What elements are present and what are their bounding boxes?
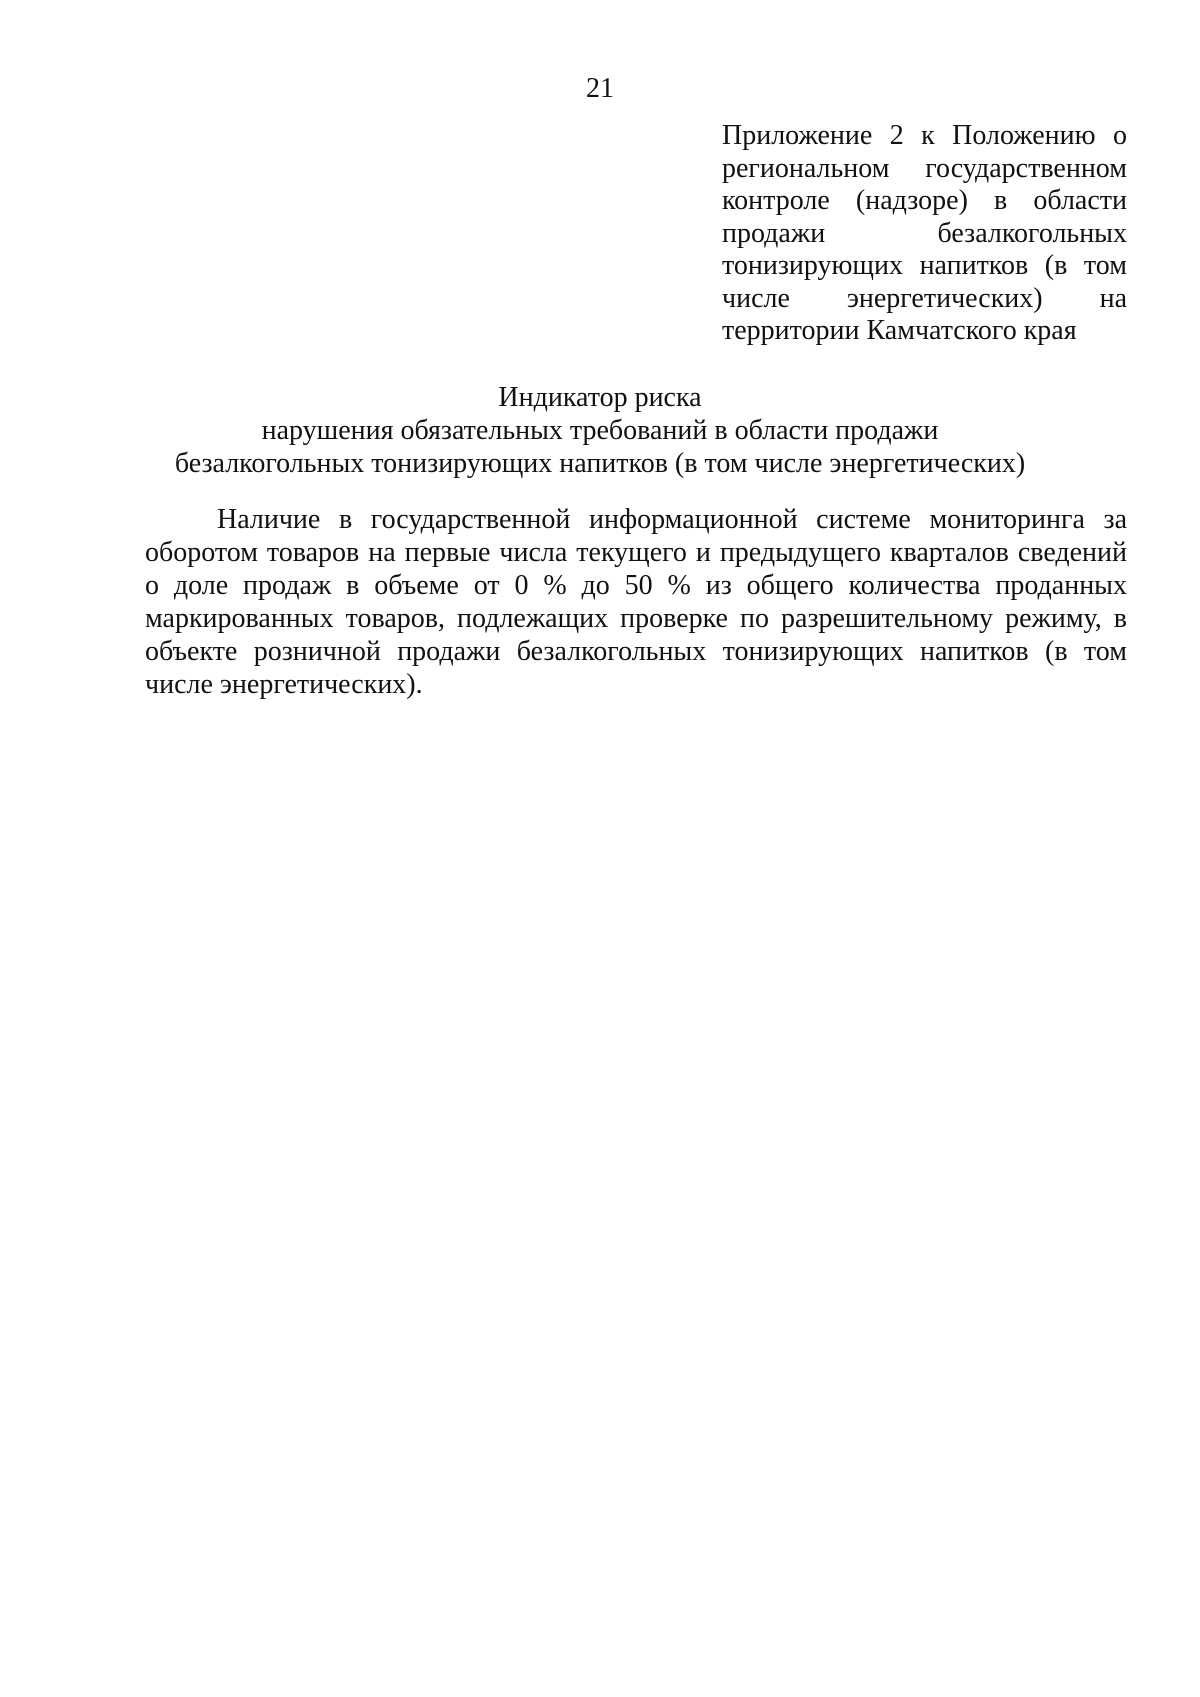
appendix-note-line: числе энергетических) на: [722, 282, 1127, 314]
body-line: о доле продаж в объеме от 0 % до 50 % из общего количества проданных: [145, 570, 1127, 601]
page-number: 21: [586, 73, 614, 104]
appendix-note-line: тонизирующих напитков (в том: [722, 250, 1127, 281]
body-line: оборотом товаров на первые числа текущего и предыдущего кварталов сведений: [145, 537, 1127, 568]
body-line: маркированных товаров, подлежащих проверке по разрешительному режиму, в: [145, 603, 1127, 634]
body-line: объекте розничной продажи безалкогольных тонизирующих напитков (в том: [145, 636, 1127, 667]
body-line: числе энергетических).: [145, 669, 423, 700]
heading-subtitle-line: безалкогольных тонизирующих напитков (в том числе энергетических): [174, 448, 1026, 479]
document-heading: [0, 381, 1200, 480]
appendix-note: [722, 120, 1127, 348]
body-line: Наличие в государственной информационной системе мониторинга за: [217, 504, 1127, 535]
appendix-note-line: региональном государственном: [722, 152, 1127, 184]
appendix-note-line: контроле (надзоре) в области: [722, 185, 1127, 216]
body-paragraph: [145, 503, 1127, 701]
appendix-note-line: продажи безалкогольных: [722, 217, 1127, 249]
heading-title: Индикатор риска: [498, 382, 702, 413]
appendix-note-line: Приложение 2 к Положению о: [722, 120, 1127, 151]
heading-subtitle-line: нарушения обязательных требований в области продажи: [261, 415, 939, 446]
appendix-note-line: территории Камчатского края: [722, 315, 1077, 346]
